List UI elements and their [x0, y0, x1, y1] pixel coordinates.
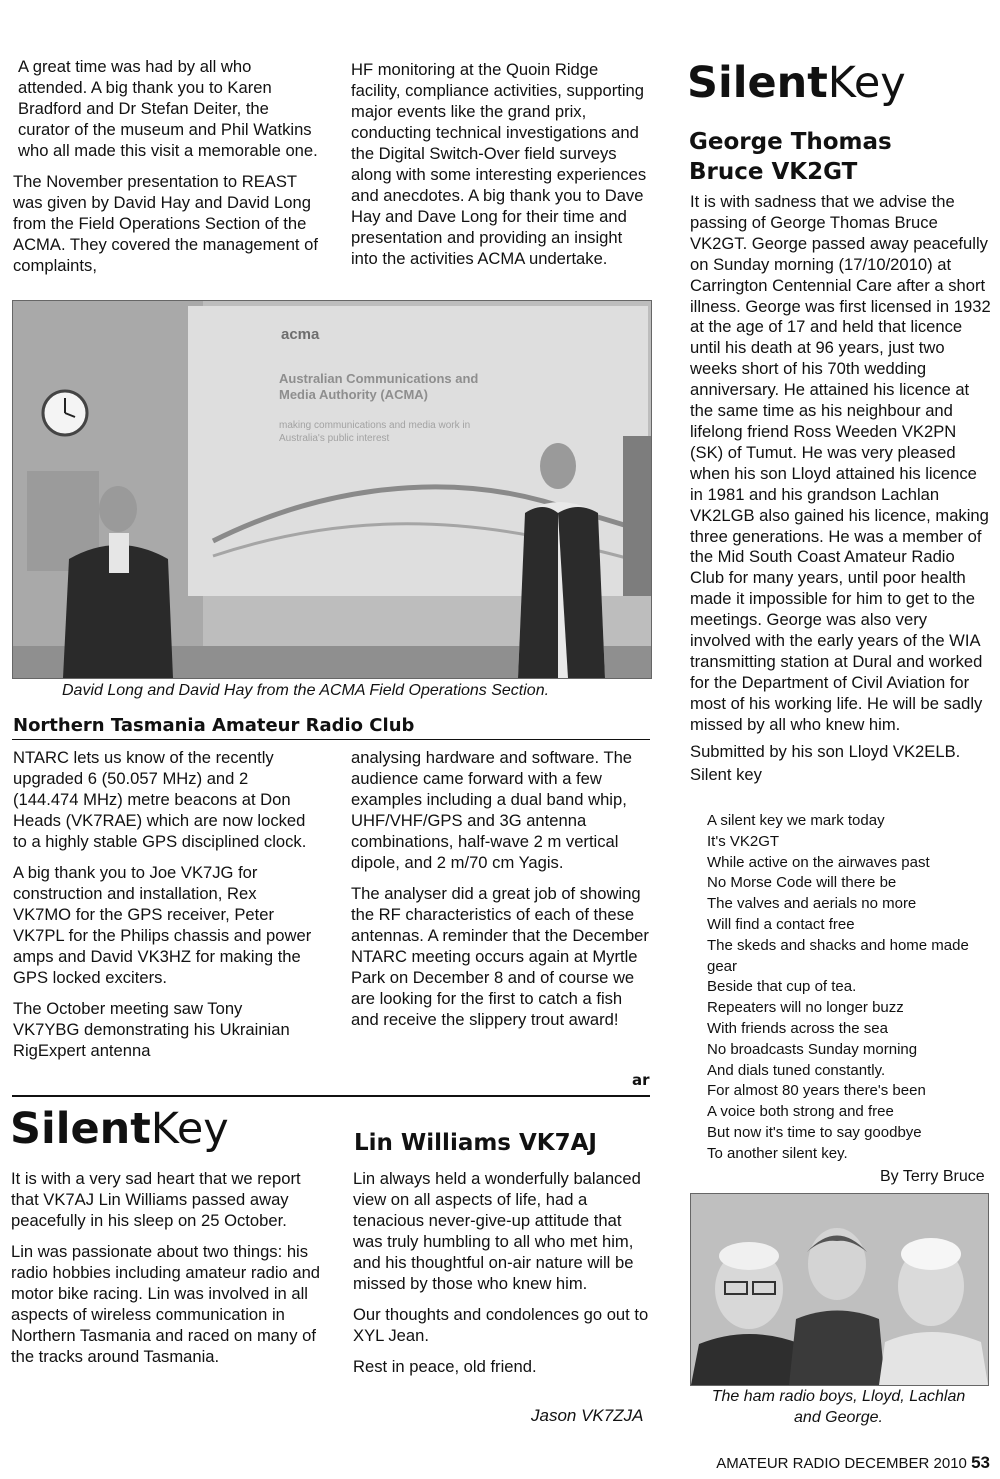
george-heading-line-1: George Thomas	[689, 129, 892, 155]
lin-tribute-paragraph: Lin always held a wonderfully balanced view on all aspects of life, had a tenacious never-give-up attitude that was truly humbling to all who met him, and his thoughtful on-air nature will be missed by those who knew him.	[353, 1169, 641, 1293]
publication-name: AMATEUR RADIO DECEMBER 2010	[716, 1455, 967, 1472]
poem-author: By Terry Bruce	[880, 1168, 985, 1185]
poem-line: But now it's time to say goodbye	[707, 1123, 922, 1141]
poem-line: And dials tuned constantly.	[707, 1061, 886, 1079]
lin-right-column	[353, 1168, 653, 1387]
poem-line: To another silent key.	[707, 1144, 848, 1162]
top-middle-column	[351, 59, 651, 279]
top-left-column	[13, 56, 323, 286]
poem-line: For almost 80 years there's been	[707, 1082, 926, 1100]
george-submitted-line: Submitted by his son Lloyd VK2ELB.	[690, 741, 961, 761]
page-footer	[690, 1453, 990, 1473]
acma-screen-subtitle-line-2: Australia's public interest	[279, 433, 390, 444]
acma-screen-title	[279, 371, 478, 403]
silent-key-poem	[707, 811, 997, 1165]
lin-silent-key-heading	[10, 1102, 229, 1156]
ntarc-analyser-paragraph: analysing hardware and software. The audience came forward with a few examples including a dual band whip, UHF/VHF/GPS and 3G antenna combinations, half-wave 2 m vertical dipole, and 2 m/70 cm Yagis.	[351, 748, 633, 872]
poem-line: With friends across the sea	[707, 1019, 888, 1037]
george-heading-line-2: Bruce VK2GT	[689, 159, 858, 185]
family-photo-caption-line-1: The ham radio boys, Lloyd, Lachlan	[711, 1388, 966, 1405]
family-photo-caption	[690, 1386, 987, 1428]
poem-line: Repeaters will no longer buzz	[707, 999, 904, 1017]
november-presentation-paragraph: The November presentation to REAST was given by David Hay and David Long from the Field Operations Section of the ACMA. They covered the management of complaints,	[13, 172, 318, 275]
ntarc-right-column	[351, 747, 653, 1040]
acma-screen-title-line-1: Australian Communications and	[279, 371, 479, 386]
acma-screen-title-line-2: Media Authority (ACMA)	[279, 387, 429, 402]
ntarc-thanks-paragraph: A big thank you to Joe VK7JG for construction and installation, Rex VK7MO for the GPS receiver, Peter VK7PL for the Philips chassis and power amps and David VK3HZ for making the GPS locked exciters.	[13, 863, 312, 987]
george-silent-key-heading	[687, 56, 906, 110]
george-heading	[689, 127, 892, 187]
poem-line: It's VK2GT	[707, 832, 780, 850]
ntarc-end-mark: ar	[632, 1071, 650, 1089]
lin-signature: Jason VK7ZJA	[531, 1406, 644, 1425]
poem-line: While active on the airwaves past	[707, 853, 930, 871]
ntarc-left-column	[13, 747, 313, 1071]
ntarc-october-meeting-paragraph: The October meeting saw Tony VK7YBG demonstrating his Ukrainian RigExpert antenna	[13, 999, 290, 1060]
ntarc-heading-rule	[12, 739, 650, 740]
george-column	[690, 192, 992, 786]
poem-title: Silent key	[690, 765, 762, 785]
poem-line: gear	[707, 957, 738, 975]
acma-presentation-photo	[12, 300, 652, 679]
museum-visit-paragraph: A great time was had by all who attended. A big thank you to Karen Bradford and Dr Stefan Deiter, the curator of the museum and Phil Watkins who all made this visit a memorable one.	[18, 57, 318, 160]
poem-line: A silent key we mark today	[707, 812, 885, 829]
acma-photo-illustration	[13, 301, 651, 678]
poem-line: A voice both strong and free	[707, 1103, 894, 1121]
lin-passing-paragraph: It is with a very sad heart that we report that VK7AJ Lin Williams passed away peacefully in his sleep on 25 October.	[11, 1169, 301, 1230]
ntarc-heading: Northern Tasmania Amateur Radio Club	[13, 715, 415, 736]
acma-photo-caption: David Long and David Hay from the ACMA Field Operations Section.	[62, 682, 550, 699]
ntarc-reminder-paragraph: The analyser did a great job of showing the RF characteristics of each of these antennas. A reminder that the December NTARC meeting occurs again at Myrtle Park on December 8 and of course we are looking for the first to catch a fish and receive the slippery trout award!	[351, 884, 649, 1029]
poem-line: The skeds and shacks and home made	[707, 936, 969, 954]
silent-key-bold-word: Silent	[10, 1104, 151, 1154]
family-photo-illustration	[691, 1194, 988, 1385]
acma-screen-subtitle	[279, 419, 470, 445]
page-number: 53	[971, 1453, 990, 1472]
poem-line: Beside that cup of tea.	[707, 978, 857, 996]
silent-key-light-word: Key	[150, 1104, 229, 1154]
lin-left-column	[11, 1168, 321, 1377]
acma-logo: acma	[281, 326, 320, 343]
lin-passions-paragraph: Lin was passionate about two things: his radio hobbies including amateur radio and motor bike racing. Lin was involved in all aspects of wireless communication in Northern Tasmania and raced on many of the tracks around Tasmania.	[11, 1242, 321, 1366]
acma-activities-paragraph: HF monitoring at the Quoin Ridge facility, compliance activities, supporting major events like the grand prix, conducting technical investigations and the Digital Switch-Over field surveys along with some interesting experiences and anecdotes. A big thank you to Dave Hay and Dave Long for their time and presentation and providing an insight into the activities ACMA undertake.	[351, 60, 647, 268]
lin-farewell-paragraph: Rest in peace, old friend.	[353, 1357, 537, 1376]
silent-key-bold-word: Silent	[687, 58, 828, 108]
family-photo-caption-line-2: and George.	[794, 1409, 883, 1426]
poem-line: The valves and aerials no more	[707, 895, 917, 913]
poem-line: No Morse Code will there be	[707, 874, 897, 892]
silent-key-light-word: Key	[827, 58, 906, 108]
ham-radio-boys-photo	[690, 1193, 989, 1386]
poem-line: No broadcasts Sunday morning	[707, 1040, 918, 1058]
ntarc-beacons-paragraph: NTARC lets us know of the recently upgraded 6 (50.057 MHz) and 2 (144.474 MHz) metre beacons at Don Heads (VK7RAE) which are now locked to a highly stable GPS disciplined clock.	[13, 748, 307, 851]
poem-line: Will find a contact free	[707, 915, 855, 933]
lin-williams-heading: Lin Williams VK7AJ	[354, 1130, 597, 1156]
george-obituary-paragraph: It is with sadness that we advise the passing of George Thomas Bruce VK2GT. George passed away peacefully on Sunday morning (17/10/2010) at Carrington Centennial Care after a short illness. George was first licensed in 1932 at the age of 17 and held that licence until his death at 96 years, just two weeks short of his 70th wedding anniversary. He attained his licence at the same time as his neighbour and lifelong friend Ross Weeden VK2PN (SK) of Tumut. He was very pleased when his son Lloyd attained his licence in 1981 and his grandson Lachlan VK2LGB also gained his licence, making three generations. He was a member of the Mid South Coast Amateur Radio Club for many years, until poor health made it impossible for him to get to the meetings. George was also very involved with the early years of the WIA transmitting station at Dural and worked for the Department of Civil Aviation for most of his working life. He will be sadly missed by all who knew him.	[690, 192, 991, 734]
lin-condolences-paragraph: Our thoughts and condolences go out to XYL Jean.	[353, 1305, 649, 1345]
acma-screen-subtitle-line-1: making communications and media work in	[279, 420, 471, 431]
ntarc-bottom-rule	[12, 1095, 650, 1097]
